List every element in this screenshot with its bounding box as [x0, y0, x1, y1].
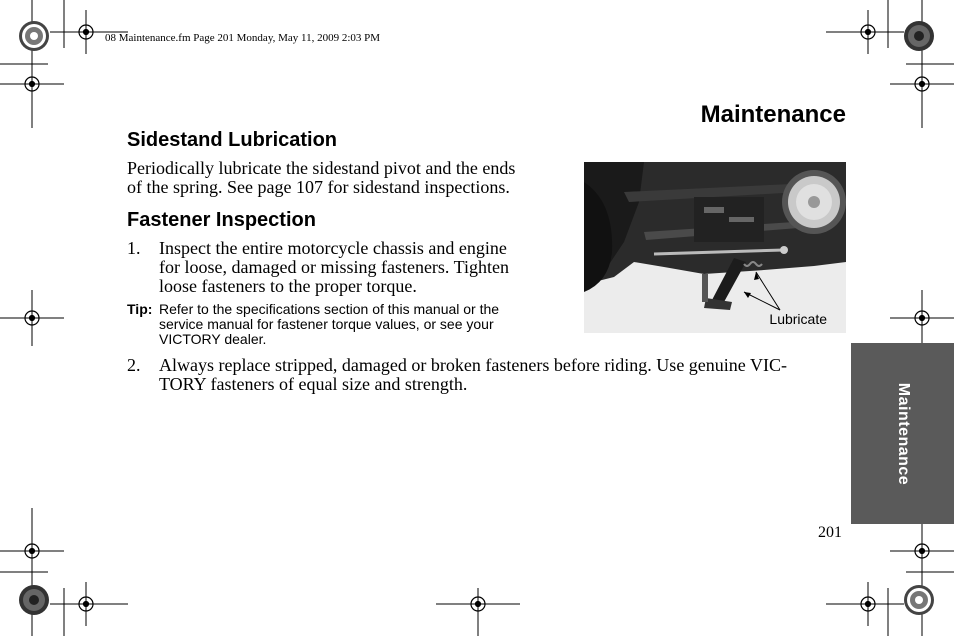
sidestand-photo — [584, 162, 846, 333]
sidestand-body-line: of the spring. See page 107 for sidestand inspections. — [127, 177, 510, 197]
sidestand-body-line: Periodically lubricate the sidestand pivot and the ends — [127, 158, 516, 178]
sidestand-illustration — [584, 162, 846, 333]
file-header: 08 Maintenance.fm Page 201 Monday, May 11, 2009 2:03 PM — [105, 32, 381, 44]
section-heading-sidestand: Sidestand Lubrication — [127, 129, 338, 151]
list-text-line: for loose, damaged or missing fasteners. Tighten — [159, 257, 509, 277]
list-text-line: Inspect the entire motorcycle chassis and engine — [159, 238, 507, 258]
list-text-line: Always replace stripped, damaged or broken fasteners before riding. Use genuine VIC- — [159, 355, 787, 375]
tip-line: VICTORY dealer. — [159, 331, 267, 347]
section-heading-fastener: Fastener Inspection — [127, 209, 316, 231]
list-item-1 — [127, 239, 567, 296]
sidestand-body — [127, 159, 567, 197]
chapter-side-tab — [851, 343, 954, 524]
page-number: 201 — [818, 524, 842, 541]
side-tab-label: Maintenance — [894, 382, 912, 485]
list-item-2 — [127, 356, 847, 394]
figure-callout: Lubricate — [769, 311, 827, 327]
tip-label: Tip: — [127, 301, 153, 317]
page-title: Maintenance — [700, 101, 846, 128]
tip-note — [127, 302, 567, 347]
list-text-line: loose fasteners to the proper torque. — [159, 276, 417, 296]
tip-line: Refer to the specifications section of this manual or the — [159, 301, 500, 317]
list-number: 2. — [127, 355, 141, 375]
list-number: 1. — [127, 238, 141, 258]
tip-line: service manual for fastener torque values, or see your — [159, 316, 494, 332]
list-text-line: TORY fasteners of equal size and strength. — [159, 374, 468, 394]
